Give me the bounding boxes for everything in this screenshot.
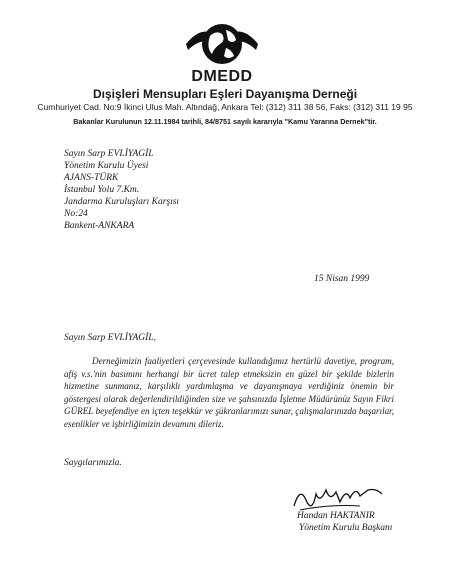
logo-text: DMEDD xyxy=(191,68,253,85)
recipient-line: Yönetim Kurulu Üyesi xyxy=(64,161,149,171)
letter-date: 15 Nisan 1999 xyxy=(314,274,370,284)
salutation: Sayın Sarp EVLİYAGİL, xyxy=(64,333,156,343)
recipient-line: Bankent-ANKARA xyxy=(64,221,135,231)
closing: Saygılarımızla. xyxy=(64,458,122,468)
signatory-name: Handan HAKTANIR xyxy=(297,511,375,521)
recipient-line: İstanbul Yolu 7.Km. xyxy=(64,185,140,195)
body-paragraph xyxy=(64,355,394,430)
organization-name: Dışişleri Mensupları Eşleri Dayanışma Derneği xyxy=(92,87,358,101)
recipient-line: Jandarma Kuruluşları Karşısı xyxy=(64,197,180,207)
signatory-title: Yönetim Kurulu Başkanı xyxy=(299,523,393,533)
organization-address: Cumhuriyet Cad. No:9 İkinci Ulus Mah. Altındağ, Ankara Tel: (312) 311 38 56, Faks: (312) 311 19 95 xyxy=(37,102,413,112)
body-text: Derneğimizin faaliyetleri çerçevesinde kullandığımız hertürlü davetiye, program, afiş v.s.'nin basımını herhangi bir ücret talep etmeksizin en güzel bir şekilde bizlerin hizmetine sunmanız, karşılıklı yardımlaşma ve dayanışmaya verdiğiniz önemin bir göstergesi olarak değerlendirildiğinden size ve şahsınızda İşletme Müdürünüz Sayın Fikri GÜREL beyefendiye en içten teşekkür ve şükranlarımızı sunar, çalışmalarınızda başarılar, esenlikler ve işbirliğimizin devamını dileriz. xyxy=(64,356,394,429)
recipient-line: AJANS-TÜRK xyxy=(64,173,119,183)
recipient-line: No:24 xyxy=(64,209,88,219)
recipient-line: Sayın Sarp EVLİYAGİL xyxy=(64,149,154,159)
registration-note: Bakanlar Kurulunun 12.11.1984 tarihli, 84/8751 sayılı kararıyla "Kamu Yararına Dernek"tir. xyxy=(73,117,377,126)
